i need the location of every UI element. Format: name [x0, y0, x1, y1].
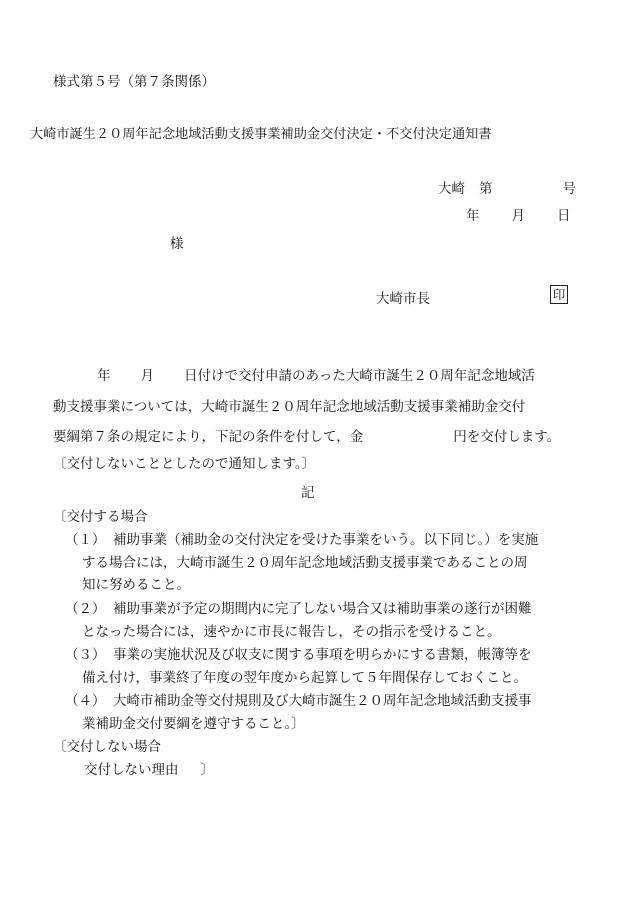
- date-day: 日: [557, 208, 571, 224]
- condition-1-line-1: 補助事業（補助金の交付決定を受けた事業をいう。以下同じ。）を実施: [113, 532, 539, 548]
- body-line-3a: 要綱第７条の規定により，下記の条件を付して，金: [53, 429, 364, 445]
- condition-2-line-2: となった場合には，速やかに市長に報告し，その指示を受けること。: [82, 624, 501, 640]
- body-line-1-text: 日付けで交付申請のあった大崎市誕生２０周年記念地域活: [184, 368, 535, 384]
- body-line-3b: 円を交付します。: [453, 429, 561, 445]
- condition-4-num: （４）: [65, 693, 106, 709]
- condition-1-line-3: 知に努めること。: [82, 577, 190, 593]
- number-prefix: 大崎: [438, 181, 465, 197]
- condition-3-num: （３）: [65, 647, 106, 663]
- condition-2-num: （２）: [65, 601, 106, 617]
- document-number: [438, 177, 576, 197]
- body-line-4: 〔交付しないこととしたので通知します。〕: [53, 456, 316, 472]
- seal-box: 印: [550, 285, 568, 304]
- nogrant-reason-label: 交付しない理由: [84, 762, 179, 778]
- condition-3-line-1: 事業の実施状況及び収支に関する事項を明らかにする書類，帳簿等を: [113, 647, 532, 663]
- condition-1-num: （１）: [65, 532, 106, 548]
- body-line-2: 動支援事業については，大崎市誕生２０周年記念地域活動支援事業補助金交付: [53, 399, 526, 415]
- form-label: 様式第５号（第７条関係）: [53, 74, 215, 90]
- body-line-3: [53, 425, 560, 445]
- condition-2-line-1: 補助事業が予定の期間内に完了しない場合又は補助事業の遂行が困難: [113, 601, 532, 617]
- date-year: 年: [466, 208, 480, 224]
- document-date: [466, 204, 571, 224]
- nogrant-heading: 〔交付しない場合: [53, 739, 161, 755]
- number-go: 号: [562, 181, 576, 197]
- condition-4-line-1: 大崎市補助金等交付規則及び大崎市誕生２０周年記念地域活動支援事: [113, 693, 532, 709]
- ki-heading: 記: [301, 485, 315, 501]
- body-line-1: [97, 364, 535, 384]
- sender-name: 大崎市長: [376, 291, 430, 307]
- nogrant-reason: [84, 758, 214, 778]
- number-dai: 第: [479, 181, 493, 197]
- body-month: 月: [140, 368, 154, 384]
- grant-heading: 〔交付する場合: [53, 509, 148, 525]
- condition-1-line-2: する場合には，大崎市誕生２０周年記念地域活動支援事業であることの周: [82, 555, 528, 571]
- addressee-suffix: 様: [170, 236, 184, 252]
- condition-3-line-2: 備え付け，事業終了年度の翌年度から起算して５年間保存しておくこと。: [82, 670, 527, 686]
- body-year: 年: [97, 368, 111, 384]
- condition-4-line-2: 業補助金交付要綱を遵守すること。〕: [82, 716, 305, 732]
- seal-mark: [550, 285, 568, 304]
- nogrant-close-bracket: 〕: [200, 762, 214, 778]
- document-title: 大崎市誕生２０周年記念地域活動支援事業補助金交付決定・不交付決定通知書: [30, 127, 492, 142]
- date-month: 月: [511, 208, 525, 224]
